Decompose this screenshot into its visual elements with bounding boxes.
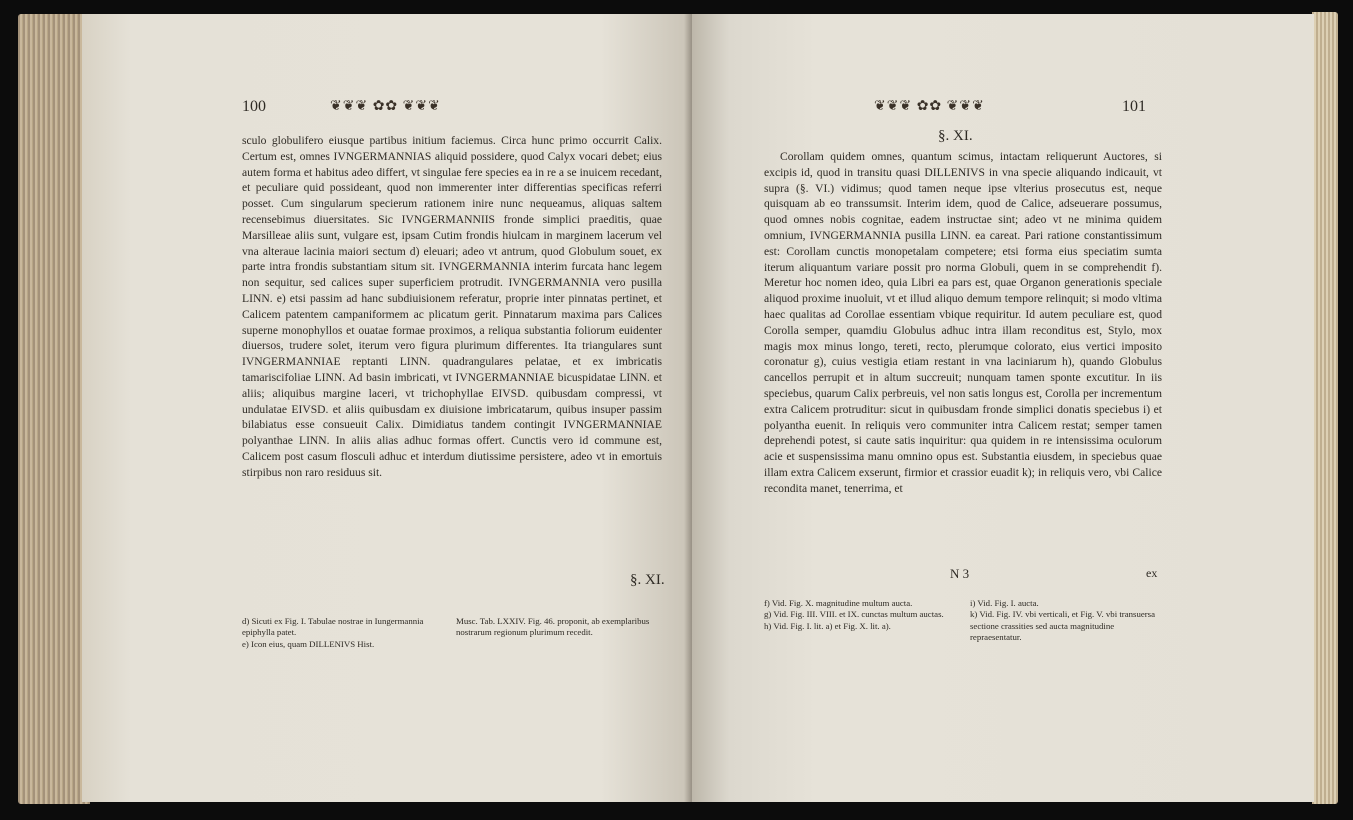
header-ornament: ❦❦❦ ✿✿ ❦❦❦ <box>874 99 985 114</box>
footnote: i) Vid. Fig. I. aucta. <box>970 598 1039 608</box>
footnote: d) Sicuti ex Fig. I. Tabulae nostrae in Iungermannia epiphylla patet. <box>242 616 424 638</box>
catchword: ex <box>1146 566 1158 580</box>
left-page <box>82 14 692 802</box>
left-footnotes-col-2 <box>456 616 662 639</box>
left-page-header <box>242 98 662 120</box>
footnote: h) Vid. Fig. I. lit. a) et Fig. X. lit. a). <box>764 620 891 631</box>
left-next-section-label: §. XI. <box>630 572 665 588</box>
right-footnotes-col-1 <box>764 598 958 632</box>
footnote: k) Vid. Fig. IV. vbi verticali, et Fig. V. vbi transuersa sectione crassities sed aucta magnitudine repraesentatur. <box>970 609 1156 643</box>
section-heading: §. XI. <box>938 128 973 144</box>
left-page-number: 100 <box>242 98 266 115</box>
left-page-body <box>242 133 662 481</box>
footnote: e) Icon eius, quam DILLENIVS Hist. <box>242 638 375 649</box>
book-edge-left <box>18 14 90 804</box>
footnote: f) Vid. Fig. X. magnitudine multum aucta. <box>764 598 913 608</box>
right-page-text: Corollam quidem omnes, quantum scimus, intactam reliquerunt Auctores, si excipis id, quod in transitu quasi DILLENIVS in vna specie aliquando indicauit, vt supra (§. VI.) vidimus; quod tamen neque ipse vlterius prosecutus est, neque quisquam ab eo transsumsit. Interim idem, quod de Calice, adseuerare possumus, quod omnes nobis cognitae, eadem instructae sint; adeo vt ne minima quidem omnium, IVNGERMANNIA pusilla LINN. ea careat. Pari ratione constantissimum est: Corollam cunctis monopetalam competere; etsi forma eius speciatim sumta iterum aliquantum variare possit pro norma Globuli, quem in se comprehendit f). Meretur hoc nomen ideo, quia Libri ea pars est, quae Organon generationis speciale aliquod proxime inuoluit, vt et illud aliquo demum tempore relinquit; si modo vltima haec qualitas ad Corollae essentiam vbique requiritur. Id autem peculiare est, quod Corolla semper, quamdiu Globulus adhuc intra illam reconditus est, Stylo, mox magis mox minus longo, tereti, recto, plerumque colorato, eius vertici imposito coronatur g), cuius vestigia etiam restant in vna laciniarum h), quando Globulus cancellos perrupit et in altum succreuit; nunquam tamen sponte excutitur. In iis speciebus, quarum Calix perbreuis, vel non satis longus est, Corolla per incrementum extra Calicem protruditur: sicut in quibusdam fronde simplici donatis speciebus i) et polyantha euenit. In reliquis vero communiter intra Calicem restat; semper tamen deprehendi potest, si caute satis inquiritur: qua quidem in re intensissima oculorum acie et suspensissima manu omnino opus est. Substantia eiusdem, in speciebus quae illam extra Calicem exserunt, firmior et crassior euadit k); in reliquis vero, vbi Calice recondita manet, tenerrima, et <box>764 150 1162 495</box>
footnote: Musc. Tab. LXXIV. Fig. 46. proponit, ab exemplaribus nostrarum regionum plurimum recedit. <box>456 616 650 638</box>
open-book <box>18 8 1338 808</box>
right-page <box>692 14 1314 802</box>
header-ornament: ❦❦❦ ✿✿ ❦❦❦ <box>330 99 441 114</box>
footnote: g) Vid. Fig. III. VIII. et IX. cunctas multum auctas. <box>764 609 944 620</box>
right-page-body <box>764 149 1162 497</box>
right-footnotes-col-2 <box>970 598 1164 644</box>
book-edge-right <box>1312 12 1338 804</box>
signature-mark: N 3 <box>950 566 970 581</box>
left-page-text: sculo globulifero eiusque partibus initium faciemus. Circa hunc primo occurrit Calix. Certum est, omnes IVNGERMANNIAS aliquid possidere, quod Calyx vocari debet; eius autem forma et habitus adeo differt, vt singulae fere species ea in re a se inuicem recedant, et peculiare quid possideant, quod non immerenter inter differentias specificas referri posset. Cum singularum specierum rationem inire nunc nequeamus, aliquas saltem recensebimus diuersitates. Sic IVNGERMANNIIS fronde simplici praeditis, quae Marsilleae aliis sunt, vulgare est, ipsam Cutim frondis hiulcam in marginem lacerum vel vna alteraue lacinia maiori sectum d) eleuari; adeo vt antrum, quod Globulum souet, ex parte intra frondis substantiam situm sit. IVNGERMANNIA interim furcata hanc legem non sequitur, sed calices super superficiem protrudit. IVNGERMANNIA vero pusilla LINN. e) etsi passim ad hanc subdiuisionem referatur, proprie inter pinnatas pertinet, et Calicem patentem campaniformem ac plicatum gerit. Pinnatarum maxima pars Calices superne monophyllos et ouatae formae proximos, a reliqua substantia foliorum euidenter diuersos, trudere solet, iterum vero figura plurimum differentes. Ita triangulares sunt IVNGERMANNIAE reptanti LINN. quadrangulares pelatae, et ex imbricatis tamariscifoliae LINN. Ad basin imbricati, vt IVNGERMANNIAE bicuspidatae LINN. et aliis; aliquibus margine laceri, vt trichophyllae EIVSD. quibusdam compressi, vt undulatae EIVSD. et aliis quibusdam ex diuisione imbricatarum, quibus insuper passim bilabiatus esse consueuit Calix. Dimidiatus tandem contingit IVNGERMANNIAE polyanthae LINN. In aliis alias adhuc formas offert. Cunctis vero id commune est, Calicem post casum flosculi adhuc et interdum diutissime persistere, adeo vt in emortuis stirpibus non raro residuus sit. <box>242 134 662 479</box>
right-page-number: 101 <box>1122 98 1146 115</box>
right-page-header <box>762 98 1162 120</box>
left-footnotes-col-1 <box>242 616 448 650</box>
